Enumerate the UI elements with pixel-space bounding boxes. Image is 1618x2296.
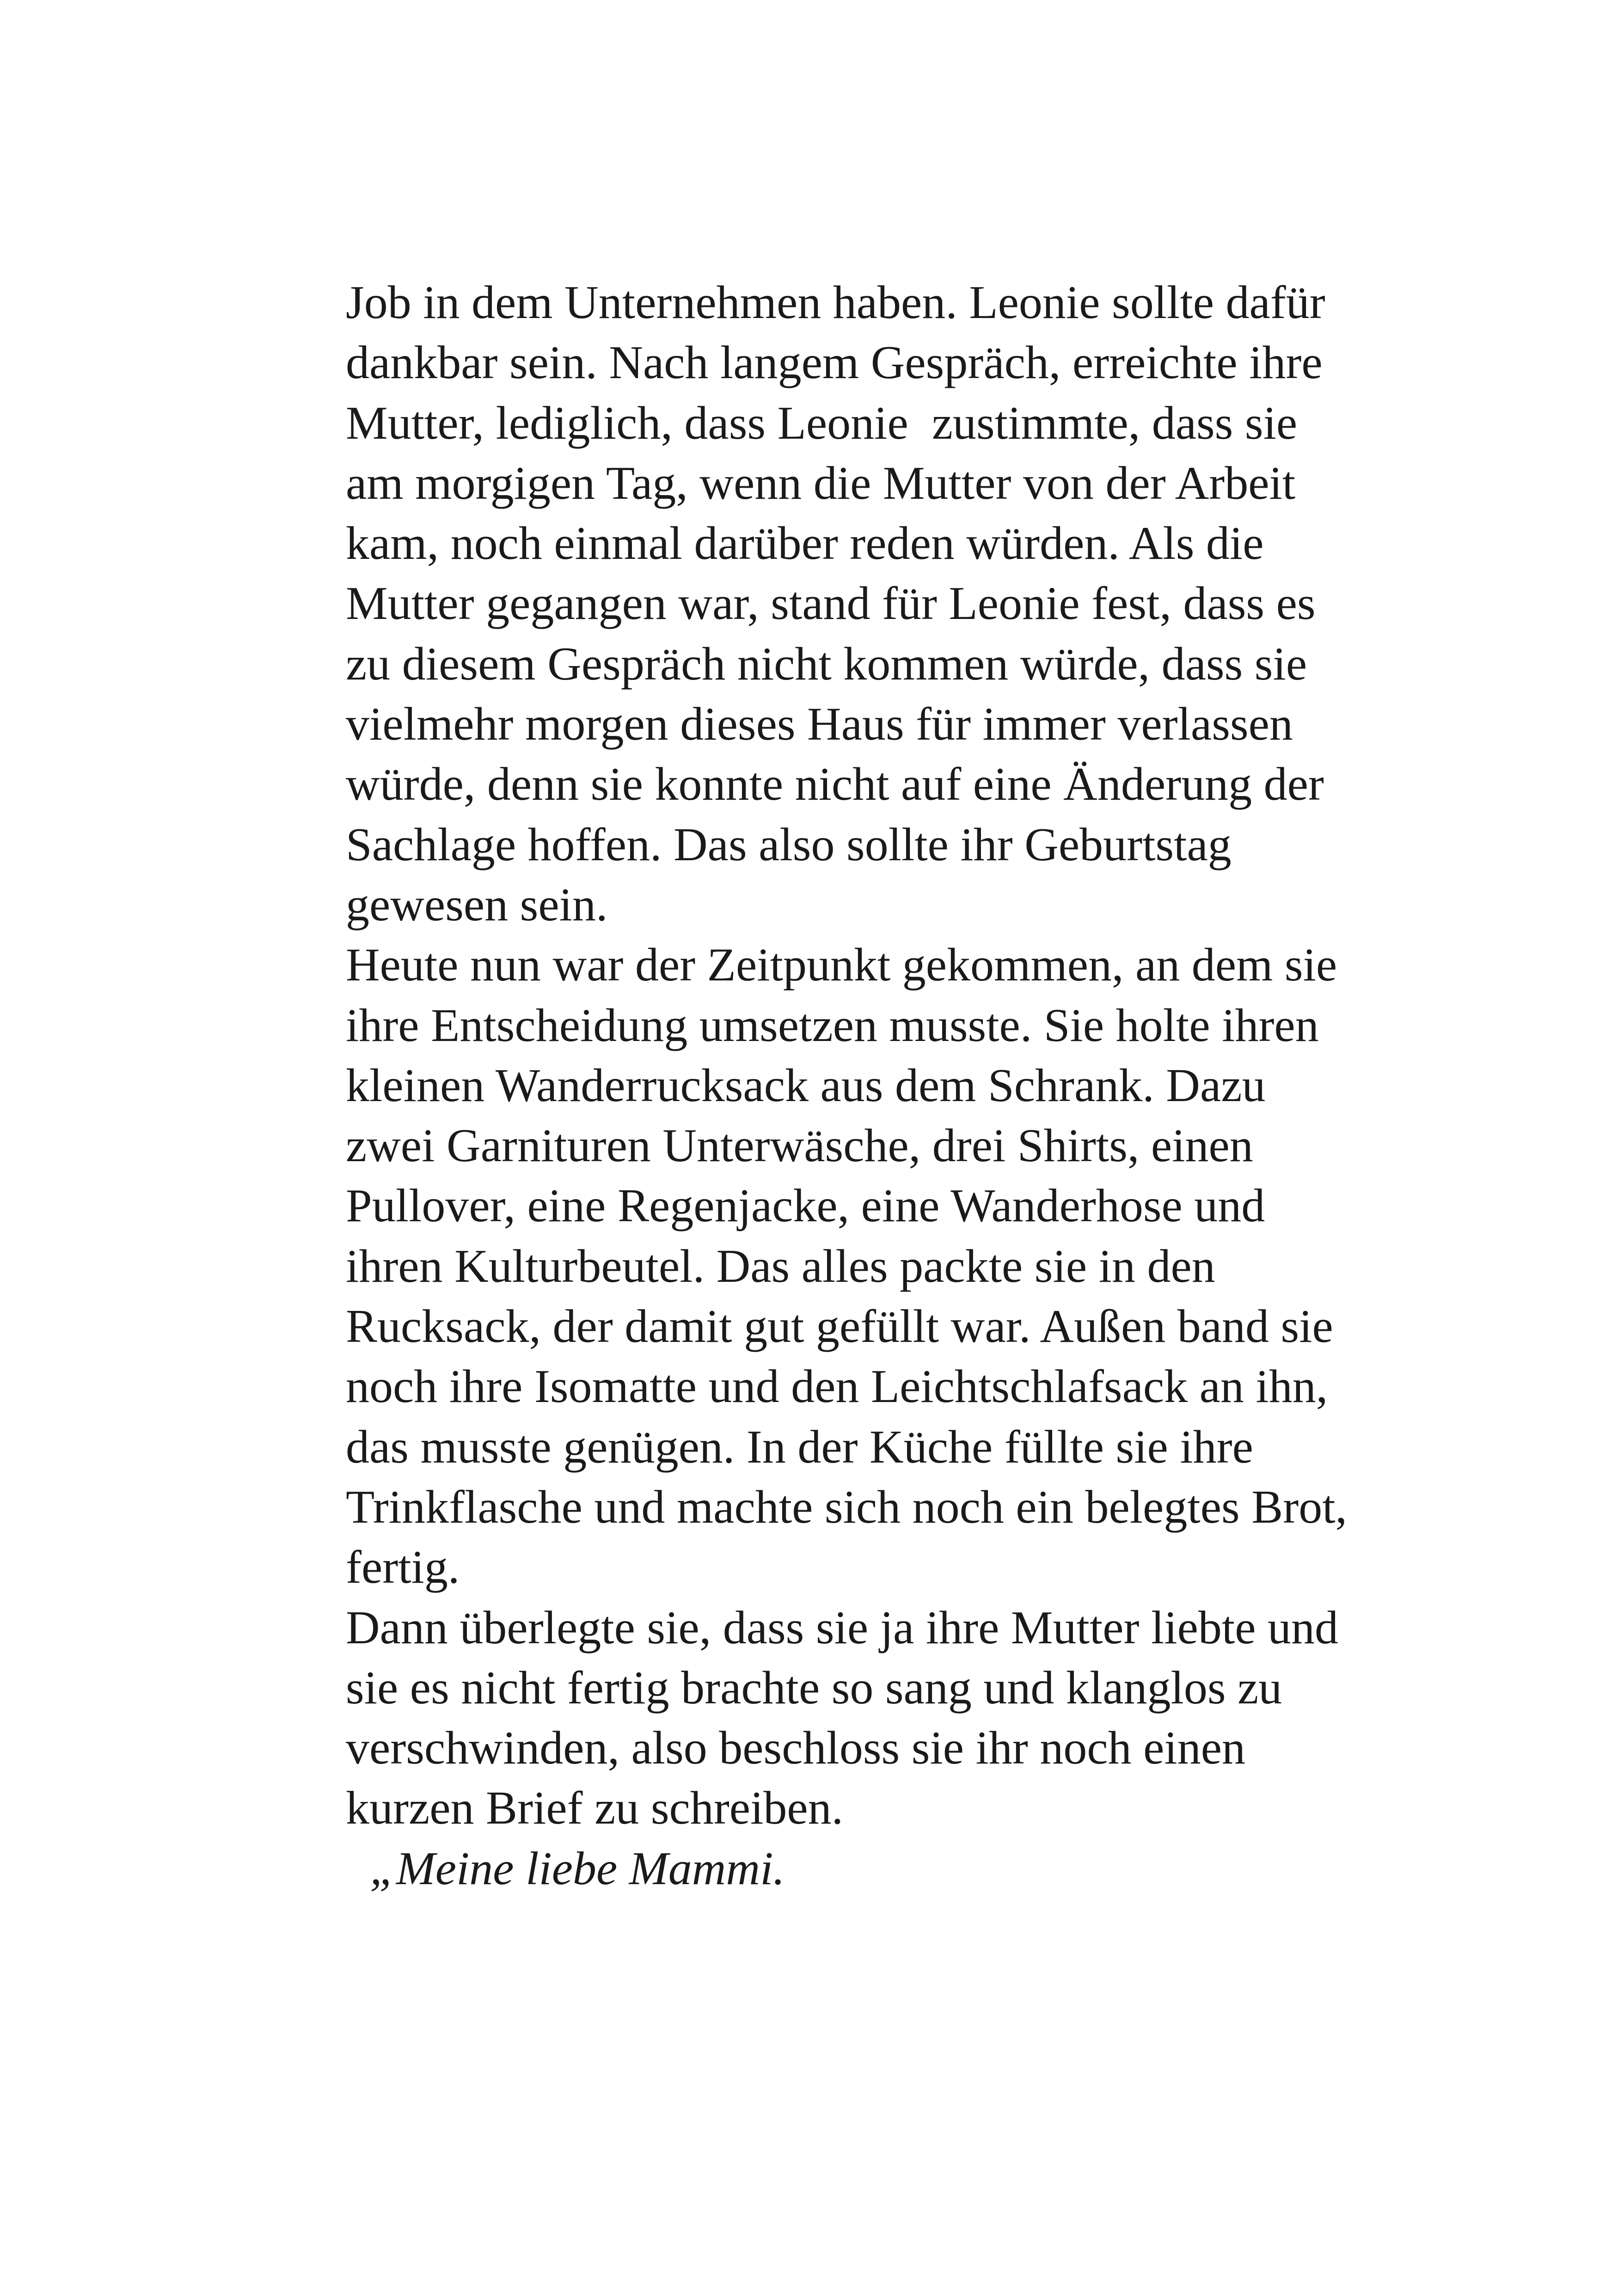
text-line: Trinkflasche und machte sich noch ein belegtes Brot, [346,1481,1348,1533]
text-line: Mutter, lediglich, dass Leonie zustimmte, dass sie [346,397,1298,449]
text-line: verschwinden, also beschloss sie ihr noch einen [346,1722,1246,1775]
text-line: ihren Kulturbeutel. Das alles packte sie in den [346,1240,1215,1292]
text-line: noch ihre Isomatte und den Leichtschlafsack an ihn, [346,1360,1328,1413]
text-line: Rucksack, der damit gut gefüllt war. Außen band sie [346,1300,1333,1353]
text-line: am morgigen Tag, wenn die Mutter von der Arbeit [346,457,1296,509]
text-line: zwei Garnituren Unterwäsche, drei Shirts, einen [346,1120,1253,1172]
text-line: Pullover, eine Regenjacke, eine Wanderhose und [346,1180,1265,1232]
text-line: kurzen Brief zu schreiben. [346,1782,844,1835]
body-text [346,273,1363,1899]
text-line: Mutter gegangen war, stand für Leonie fest, dass es [346,577,1316,630]
text-line: Job in dem Unternehmen haben. Leonie sollte dafür [346,276,1325,329]
text-line: würde, denn sie konnte nicht auf eine Änderung der [346,758,1324,811]
text-line: Sachlage hoffen. Das also sollte ihr Geburtstag [346,818,1232,871]
text-line: Heute nun war der Zeitpunkt gekommen, an dem sie [346,939,1337,992]
text-line: vielmehr morgen dieses Haus für immer verlassen [346,698,1293,751]
text-line: fertig. [346,1541,460,1594]
text-line: Dann überlegte sie, dass sie ja ihre Mutter liebte und [346,1601,1339,1654]
text-line: dankbar sein. Nach langem Gespräch, erreichte ihre [346,337,1323,389]
letter-opening: „Meine liebe Mammi. [370,1842,785,1895]
text-line: kleinen Wanderrucksack aus dem Schrank. Dazu [346,1059,1266,1112]
text-line: das musste genügen. In der Küche füllte sie ihre [346,1420,1253,1473]
text-line: kam, noch einmal darüber reden würden. Als die [346,517,1264,570]
text-line: ihre Entscheidung umsetzen musste. Sie holte ihren [346,999,1319,1052]
text-line: zu diesem Gespräch nicht kommen würde, dass sie [346,637,1307,690]
text-line: sie es nicht fertig brachte so sang und klanglos zu [346,1661,1282,1714]
text-line: gewesen sein. [346,878,608,931]
